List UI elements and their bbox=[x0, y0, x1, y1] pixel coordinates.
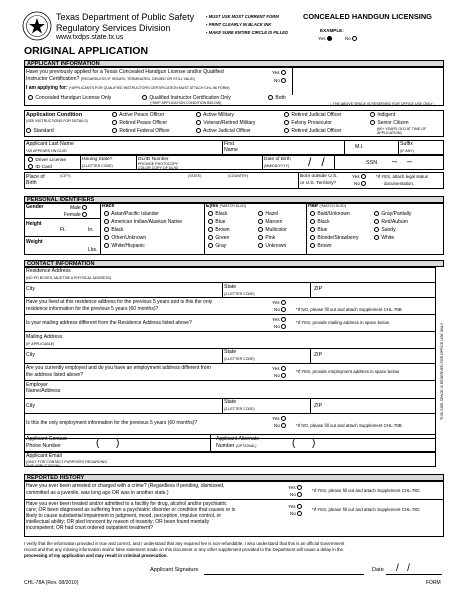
q-previous-applied: Have you previously applied for a Texas Concealed Handgun License and/or Qualified bbox=[26, 69, 224, 75]
office-use-note: ↓ THE ABOVE SPACE IS RESERVED FOR OFFICE USE ONLY ↓ bbox=[330, 102, 436, 106]
weight-lbs: Lbs. bbox=[88, 247, 98, 253]
dps-seal-logo bbox=[22, 11, 52, 41]
alt-phone-label-2: Number (OPTIONAL) bbox=[216, 443, 257, 449]
prev-applied-yes[interactable]: Yes bbox=[272, 70, 287, 75]
mailing-city-label: City bbox=[26, 352, 35, 358]
birth-state: (STATE) bbox=[188, 174, 202, 178]
race-white[interactable]: White/Hispanic bbox=[104, 243, 145, 250]
employer-state-note: (2-LETTER CODE) bbox=[224, 407, 255, 411]
condition-veteran[interactable]: Veteran/Retired Military bbox=[196, 120, 255, 127]
option-instructor-note: (*SKIP APPLICATION CONDITION BELOW) bbox=[150, 101, 222, 105]
birth-city: (CITY) bbox=[60, 174, 71, 178]
applying-for: I am applying for: (*APPLICANTS FOR QUALIFIED INSTRUCTORS CERTIFICATION MUST ATTACH CHL-96 FORM) bbox=[26, 85, 230, 91]
email-note: (ONLY FOR CONTACT PURPOSES REGARDING THIS APPLICATION) bbox=[26, 460, 108, 469]
dob-note: (MM/DD/YYYY) bbox=[264, 164, 290, 168]
employer-zip-label: ZIP bbox=[314, 403, 323, 409]
hair-bald[interactable]: Bald/Unknown bbox=[310, 211, 350, 218]
q-employed-2: the address listed above? bbox=[26, 372, 83, 378]
condition-senior[interactable]: Senior Citizen bbox=[370, 120, 409, 127]
division-name: Regulatory Services Division bbox=[56, 23, 171, 33]
last-name-note: *AS APPEARS ON DL/ID bbox=[26, 149, 67, 153]
residence-zip-label: ZIP bbox=[314, 286, 323, 292]
q-only-employment: Is this the only employment information for the previous 5 years (60 months)? bbox=[26, 420, 198, 426]
id-card-option[interactable]: ID Card bbox=[28, 164, 52, 170]
mailing-yes[interactable]: Yes bbox=[272, 317, 287, 322]
gender-label: Gender bbox=[26, 204, 44, 210]
eye-maroon[interactable]: Maroon bbox=[258, 219, 282, 226]
residence-state-note: (2-LETTER CODE) bbox=[224, 292, 255, 296]
gender-female[interactable]: Female bbox=[64, 212, 88, 219]
example-label: EXAMPLE: bbox=[320, 28, 344, 33]
hair-blonde[interactable]: Blonde/Strawberry bbox=[310, 235, 359, 242]
only-employment-note: *If NO, please fill out and attach Supplement CHL-78B bbox=[296, 423, 402, 428]
hair-white[interactable]: White bbox=[374, 235, 394, 242]
ssn-label: SSN bbox=[366, 160, 378, 166]
dlid-label: DL/ID Number bbox=[138, 157, 169, 162]
arrested-yes[interactable]: Yes bbox=[288, 485, 303, 490]
phone-label: Applicant Contact bbox=[26, 436, 67, 442]
dob-slashes: / / bbox=[308, 155, 325, 169]
q-arrested: Have you ever been arrested or charged with a crime? (Regardless if pending, dismissed, bbox=[26, 483, 225, 489]
height-ft: Ft. bbox=[60, 227, 66, 233]
rule-2: ▪ PRINT CLEARLY IN BLACK INK bbox=[206, 22, 272, 27]
eye-hazel[interactable]: Hazel bbox=[258, 211, 278, 218]
q-treated-3: likely to cause substantial impairment in judgment, mood, perception, impulse control, or bbox=[26, 513, 222, 519]
mailing-state-note: (2-LETTER CODE) bbox=[224, 357, 255, 361]
born-outside-no[interactable]: No bbox=[354, 181, 367, 186]
dlid-note-2: COLOR COPY OF DL/ID bbox=[138, 166, 179, 170]
signature-label: Applicant Signature bbox=[150, 567, 199, 573]
mailing-state-label: State bbox=[224, 349, 237, 355]
eye-unknown[interactable]: Unknown bbox=[258, 243, 286, 250]
born-outside-note: *If YES, attach legal status bbox=[376, 174, 428, 179]
hair-label: Hair (*MATCH DL/ID) bbox=[308, 203, 347, 209]
arrested-note: *If YES, please fill out and attach Supplement CHL-78C bbox=[312, 488, 421, 493]
form-label: FORM bbox=[426, 580, 441, 586]
hair-red[interactable]: Red/Auburn bbox=[374, 219, 408, 226]
mailing-label: Mailing Address bbox=[26, 334, 63, 340]
employer-label-2: Name/Address bbox=[26, 388, 61, 394]
side-office-note: THIS SIDE SPACE IS RESERVED FOR OFFICE USE ONLY bbox=[440, 322, 444, 420]
example-no: No bbox=[345, 36, 358, 41]
q-five-years-2: residence information for the previous 5 years (60 months)? bbox=[26, 306, 159, 312]
born-outside-q: Born outside U.S. bbox=[300, 174, 338, 179]
hair-brown[interactable]: Brown bbox=[310, 243, 332, 250]
condition-active-peace[interactable]: Active Peace Officer bbox=[112, 112, 164, 119]
employed-note: *If YES, provide employment address in space below bbox=[296, 369, 400, 374]
eyes-label: Eyes (*MATCH DL/ID) bbox=[206, 203, 247, 209]
eye-blue[interactable]: Blue bbox=[208, 219, 225, 226]
option-both[interactable]: Both bbox=[268, 95, 286, 102]
q-treated-5: incompetent; OR had court ordered outpatient treatment? bbox=[26, 525, 154, 531]
born-outside-yes[interactable]: Yes bbox=[352, 174, 367, 179]
eye-pink[interactable]: Pink bbox=[258, 235, 275, 242]
suffix-label: Suffix bbox=[400, 141, 413, 147]
q-five-years: Have you lived at this residence address for the previous 5 years and is this the only bbox=[26, 299, 213, 305]
certify-text-3: processing of my application and may result in criminal prosecution. bbox=[24, 553, 168, 558]
section-personal-identifiers: PERSONAL IDENTIFIERS bbox=[24, 196, 444, 203]
agency-name: Texas Department of Public Safety bbox=[56, 12, 195, 22]
five-years-yes[interactable]: Yes bbox=[272, 300, 287, 305]
first-name-label: First bbox=[224, 141, 235, 147]
only-employment-yes[interactable]: Yes bbox=[272, 416, 287, 421]
mi-label: M.I. bbox=[355, 144, 364, 150]
height-in: In. bbox=[88, 227, 94, 233]
issuing-state-label: Issuing State? bbox=[82, 157, 113, 162]
born-outside-q-2: or U.S. Territory? bbox=[300, 181, 337, 186]
dlid-note: PROVIDE PHOTOCOPY bbox=[138, 162, 179, 166]
condition-note: (SEE INSTRUCTIONS FOR DETAILS) bbox=[26, 119, 88, 123]
condition-active-judicial[interactable]: Active Judicial Officer bbox=[196, 128, 251, 135]
eye-gray[interactable]: Gray bbox=[208, 243, 226, 250]
condition-retired-federal[interactable]: Retired Federal Officer bbox=[112, 128, 170, 135]
prev-applied-no[interactable]: No bbox=[274, 78, 287, 83]
condition-active-military[interactable]: Active Military bbox=[196, 112, 234, 119]
birth-country: (COUNTRY) bbox=[228, 174, 249, 178]
q-mailing-different: Is your mailing address different from the Residence Address listed above? bbox=[26, 320, 192, 326]
phone-label-2: Phone Number bbox=[26, 443, 61, 449]
option-instructor-only[interactable]: Qualified Instructor Certification Only bbox=[142, 95, 231, 102]
hair-blue[interactable]: Blue bbox=[310, 227, 327, 234]
employer-state-label: State bbox=[224, 399, 237, 405]
condition-retired-judicial-2[interactable]: Retired Judicial Officer bbox=[284, 128, 342, 135]
residence-state-label: State bbox=[224, 284, 237, 290]
employed-no[interactable]: No bbox=[274, 373, 287, 378]
treated-note: *If YES, please fill out and attach Supplement CHL-78C bbox=[312, 507, 421, 512]
race-other[interactable]: Other/Unknown bbox=[104, 235, 146, 242]
gender-male[interactable]: Male bbox=[70, 205, 88, 212]
q-employed: Are you currently employed and do you have an employment address different from bbox=[26, 365, 211, 371]
height-label: Height bbox=[26, 221, 42, 227]
phone-format: ( ) bbox=[96, 438, 120, 449]
residence-city-label: City bbox=[26, 286, 35, 292]
date-line[interactable] bbox=[386, 574, 442, 575]
alt-phone-format: ( ) bbox=[292, 438, 316, 449]
issuing-state-note: (2-LETTER CODE) bbox=[82, 164, 113, 168]
condition-retired-judicial[interactable]: Retired Judicial Officer bbox=[284, 112, 342, 119]
condition-standard[interactable]: Standard bbox=[26, 128, 54, 135]
hair-sandy[interactable]: Sandy bbox=[374, 227, 396, 234]
employer-city-label: City bbox=[26, 403, 35, 409]
last-name-label: Applicant Last Name bbox=[26, 141, 74, 147]
birth-place-label: Place of bbox=[26, 174, 45, 180]
date-label: Date bbox=[372, 567, 384, 573]
condition-felony-prosecutor[interactable]: Felony Prosecutor bbox=[284, 120, 332, 127]
treated-no[interactable]: No bbox=[290, 511, 303, 516]
employed-yes[interactable]: Yes bbox=[272, 366, 287, 371]
mailing-no[interactable]: No bbox=[274, 324, 287, 329]
mailing-address-note: (IF APPLICABLE) bbox=[26, 342, 55, 346]
race-american-indian[interactable]: American Indian/Alaskan Native bbox=[104, 219, 182, 226]
eye-green[interactable]: Green bbox=[208, 235, 229, 242]
eye-multicolor[interactable]: Multicolor bbox=[258, 227, 287, 234]
five-years-note: *If NO, please fill out and attach Supplement CHL-78B bbox=[296, 307, 402, 312]
first-name-label-2: Name bbox=[224, 147, 238, 153]
option-chl-only[interactable]: Concealed Handgun License Only bbox=[28, 95, 111, 102]
date-slashes: / / bbox=[396, 563, 410, 574]
employer-label: Employer bbox=[26, 382, 48, 388]
q-treated: Have you ever been treated and/or admitted to a facility for drug, alcohol and/or psychiatric bbox=[26, 501, 227, 507]
race-label: Race bbox=[102, 203, 115, 209]
weight-label: Weight bbox=[26, 239, 43, 245]
dob-label: Date of Birth bbox=[264, 157, 291, 162]
license-title: CONCEALED HANDGUN LICENSING bbox=[303, 12, 432, 21]
residence-note: (NO PO BOXES, MUST BE A PHYSICAL ADDRESS) bbox=[26, 276, 112, 280]
certify-text-2: record and that any missing information and/or false statement made on this document or any other supplement provided to the Department will cause a delay in the bbox=[24, 547, 343, 552]
mailing-note: *If YES, provide mailing address in space below bbox=[296, 320, 390, 325]
suffix-note: (IF ANY) bbox=[400, 149, 414, 153]
eye-brown[interactable]: Brown bbox=[208, 227, 230, 234]
condition-indigent[interactable]: Indigent bbox=[370, 112, 395, 119]
q-treated-4: intellectual ability; OR pled innocent by reason of insanity; OR been found mentally bbox=[26, 519, 210, 525]
form-number: CHL-78A (Rev. 08/2010) bbox=[24, 580, 79, 586]
treated-yes[interactable]: Yes bbox=[288, 504, 303, 509]
signature-line[interactable] bbox=[204, 574, 364, 575]
q-treated-2: care; OR been diagnosed as suffering from a psychiatric disorder or condition that causes or is bbox=[26, 507, 236, 513]
section-history: REPORTED HISTORY bbox=[24, 474, 444, 481]
certify-text-1: I verify that the information provided is true and correct, and I understand that any required fee is non-refundable. I also understand that this is an official Government bbox=[24, 541, 345, 546]
residence-label: Residence Address bbox=[26, 268, 71, 274]
race-black[interactable]: Black bbox=[104, 227, 124, 234]
birth-place-label-2: Birth bbox=[26, 180, 37, 186]
eye-black[interactable]: Black bbox=[208, 211, 228, 218]
email-label: Applicant Email bbox=[26, 453, 62, 459]
mailing-zip-label: ZIP bbox=[314, 352, 323, 358]
q-arrested-2: committed as a juvenile, was long ago OR was in another state.) bbox=[26, 490, 169, 496]
hair-black[interactable]: Black bbox=[310, 219, 330, 226]
section-applicant-info: APPLICANT INFORMATION bbox=[24, 60, 444, 67]
condition-label: Application Condition bbox=[26, 112, 82, 118]
section-contact: CONTACT INFORMATION bbox=[24, 260, 444, 267]
q-previous-applied-2: Instructor Certification? (REGARDLESS IF ISSUED, TERMINATED, DENIED OR STILL VALID) bbox=[26, 76, 195, 82]
driver-license-option[interactable]: Driver License bbox=[28, 157, 66, 163]
only-employment-no[interactable]: No bbox=[274, 423, 287, 428]
five-years-no[interactable]: No bbox=[274, 307, 287, 312]
condition-senior-note: (60+ YEARS OLD AT TIME OF APPLICATION) bbox=[377, 127, 427, 136]
race-asian[interactable]: Asian/Pacific Islander bbox=[104, 211, 159, 218]
born-outside-note-2: documentation. bbox=[384, 181, 415, 186]
website-link[interactable]: www.txdps.state.tx.us bbox=[56, 34, 124, 41]
hair-gray[interactable]: Gray/Partially bbox=[374, 211, 411, 218]
ssn-dashes: – – bbox=[392, 156, 413, 166]
rule-1: ▪ MUST USE MOST CURRENT FORM bbox=[206, 14, 279, 19]
example-yes: Yes bbox=[318, 36, 333, 41]
arrested-no[interactable]: No bbox=[290, 492, 303, 497]
form-title: ORIGINAL APPLICATION bbox=[24, 45, 149, 57]
rule-3: ▪ MAKE SURE ENTIRE CIRCLE IS FILLED bbox=[206, 30, 288, 35]
condition-retired-peace[interactable]: Retired Peace Officer bbox=[112, 120, 167, 127]
alt-phone-label: Applicant Alternate bbox=[216, 436, 260, 442]
